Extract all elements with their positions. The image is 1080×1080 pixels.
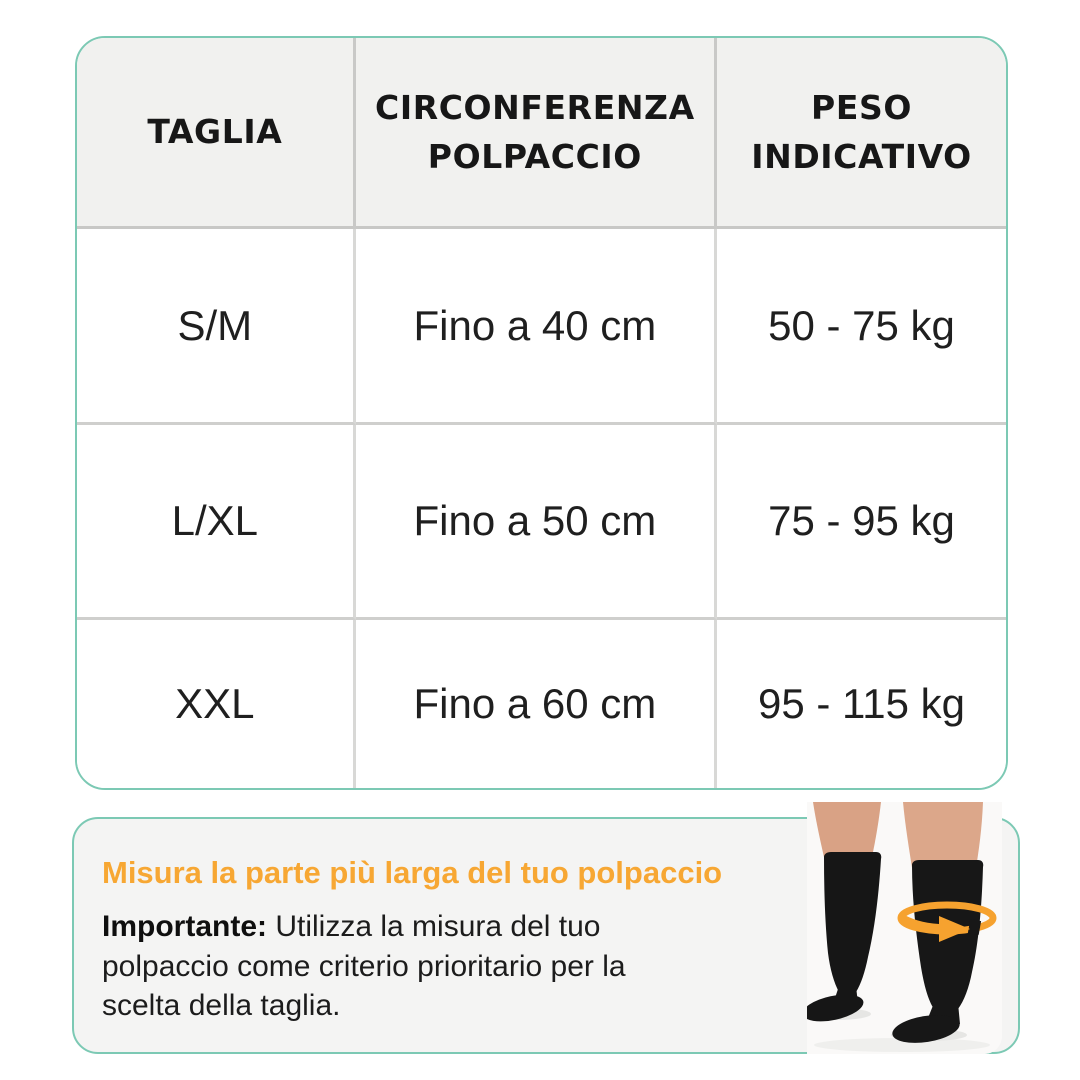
size-value: XXL: [77, 620, 356, 788]
header-cell-taglia: TAGLIA: [77, 38, 356, 229]
size-value: S/M: [77, 229, 356, 425]
weight-range-value: 95 - 115 kg: [717, 620, 1006, 788]
legs-photo: [807, 802, 1002, 1054]
size-value: L/XL: [77, 425, 356, 620]
important-note-text: Utilizza la misura del tuo polpaccio come criterio prioritario per la scelta della taglia.: [102, 910, 626, 1023]
legs-compression-socks-illustration: [807, 802, 1002, 1054]
header-cell-circonferenza-polpaccio: CIRCONFERENZA POLPACCIO: [356, 38, 717, 229]
measure-instruction-heading: Misura la parte più larga del tuo polpaccio: [102, 855, 723, 890]
important-note: [102, 907, 692, 1026]
size-table: [75, 36, 1008, 790]
calf-circumference-value: Fino a 40 cm: [356, 229, 717, 425]
calf-circumference-value: Fino a 50 cm: [356, 425, 717, 620]
measurement-info-card: [72, 817, 1020, 1054]
important-note-label: Importante:: [102, 910, 267, 943]
header-cell-peso-indicativo: PESO INDICATIVO: [717, 38, 1006, 229]
weight-range-value: 50 - 75 kg: [717, 229, 1006, 425]
calf-circumference-value: Fino a 60 cm: [356, 620, 717, 788]
weight-range-value: 75 - 95 kg: [717, 425, 1006, 620]
